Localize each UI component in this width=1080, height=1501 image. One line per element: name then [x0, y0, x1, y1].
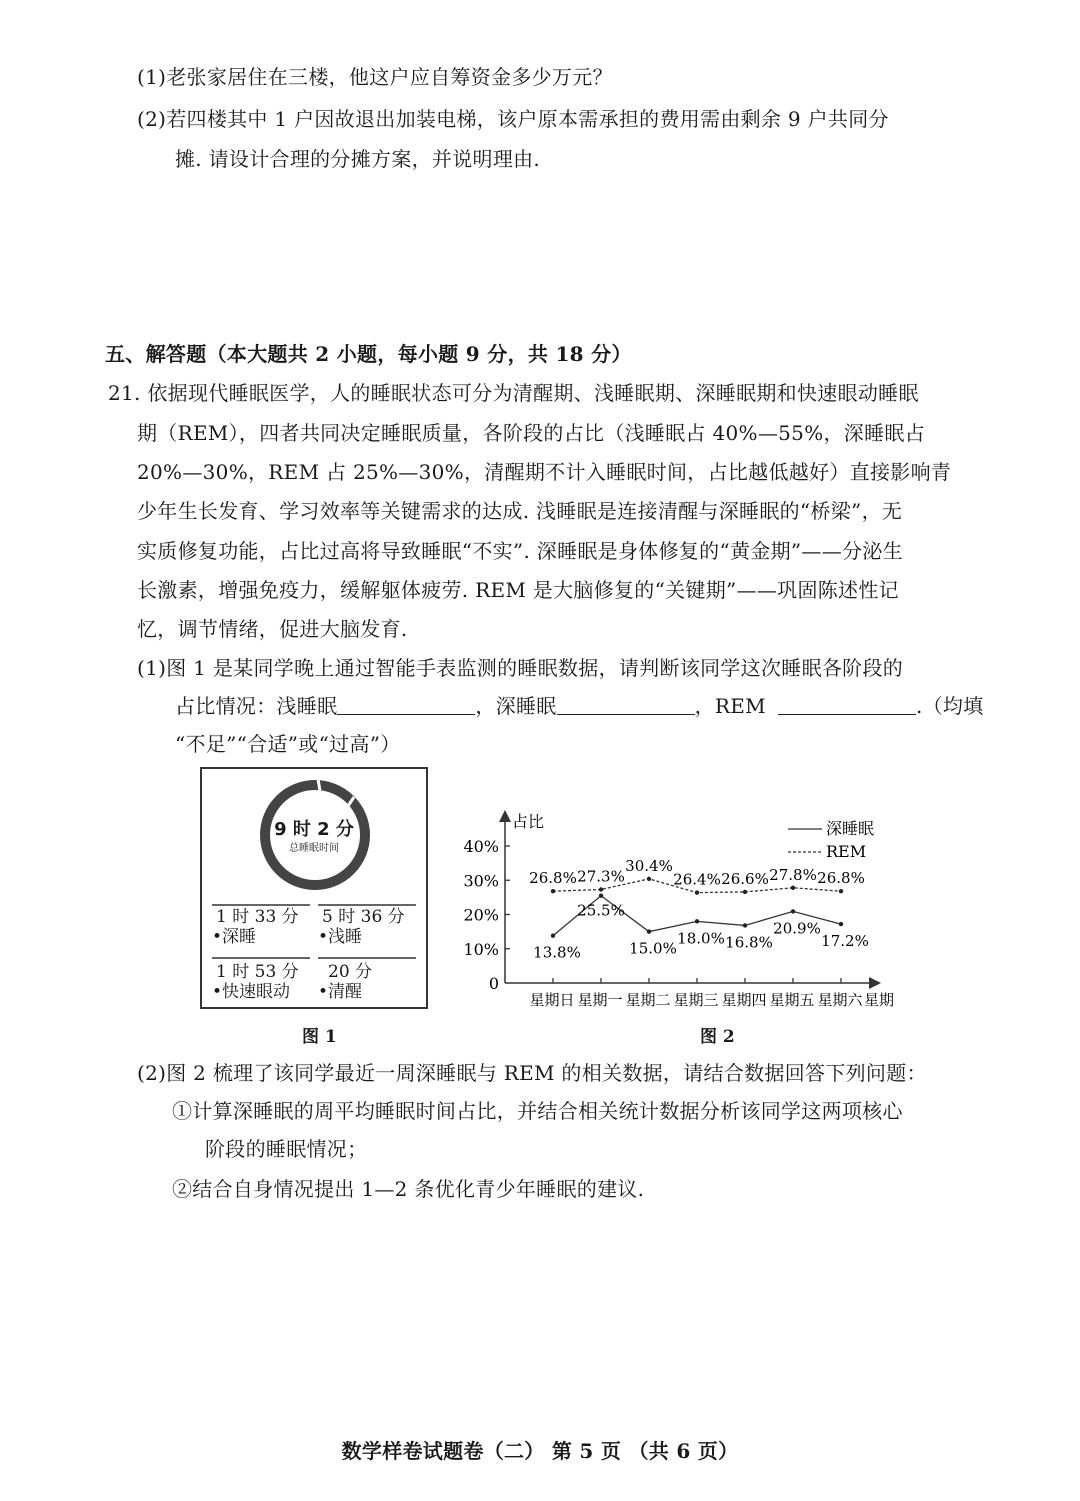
deep-sleep-data-label: 18.0% [677, 929, 725, 948]
answer-blank-deep[interactable] [557, 694, 695, 715]
q21-sub2-line1: (2)图 2 梳理了该同学最近一周深睡眠与 REM 的相关数据，请结合数据回答下列问题： [137, 1061, 927, 1085]
deep-sleep-point [839, 922, 843, 926]
rem-data-label: 27.3% [577, 867, 625, 886]
x-tick-label: 星期六 [817, 991, 863, 1009]
rem-data-label: 26.8% [817, 869, 865, 888]
rem-sleep-time: 1 时 53 分 [216, 962, 299, 982]
q21-sub1-text-a: 占比情况：浅睡眠 [175, 694, 338, 718]
x-tick-label: 星期一 [577, 991, 623, 1009]
prev-question-part2-line2: 摊. 请设计合理的分摊方案，并说明理由. [175, 147, 541, 171]
rem-point [839, 889, 843, 893]
page-footer: 数学样卷试题卷（二） 第 5 页 （共 6 页） [341, 1439, 739, 1463]
awake-label: •清醒 [318, 982, 363, 1002]
y-tick-label: 30% [463, 871, 499, 891]
deep-sleep-point [743, 923, 747, 927]
y-axis-label: 占比 [512, 812, 545, 831]
q21-line-1: 21. 依据现代睡眠医学，人的睡眠状态可分为清醒期、浅睡眠期、深睡眠期和快速眼动睡眠 [108, 381, 919, 405]
rem-data-label: 26.4% [673, 870, 721, 889]
x-tick-label: 星期五 [769, 991, 815, 1009]
light-sleep-label: •浅睡 [318, 927, 363, 947]
deep-sleep-data-label: 13.8% [533, 943, 581, 962]
y-tick-label: 20% [463, 905, 499, 925]
x-tick-label: 星期四 [721, 991, 767, 1009]
x-tick-label: 星期二 [625, 991, 671, 1009]
rem-point [599, 887, 603, 891]
q21-sub1-line2 [175, 693, 984, 719]
rem-point [743, 890, 747, 894]
rem-point [551, 889, 555, 893]
rem-point [695, 890, 699, 894]
rem-data-label: 27.8% [769, 865, 817, 884]
legend-rem: REM [826, 842, 867, 861]
figure-1-caption: 图 1 [302, 1027, 337, 1047]
y-tick-label: 40% [463, 837, 499, 856]
prev-question-part1: (1)老张家居住在三楼，他这户应自筹资金多少万元？ [137, 65, 613, 89]
figure-2-line-chart [450, 805, 930, 1015]
deep-sleep-point [695, 919, 699, 923]
x-axis-unit-label: 星期 [863, 991, 895, 1009]
deep-sleep-point [551, 934, 555, 938]
q21-line-3: 20%—30%，REM 占 25%—30%，清醒期不计入睡眠时间，占比越低越好）直接影响青 [137, 460, 952, 484]
q21-sub1-line1: (1)图 1 是某同学晚上通过智能手表监测的睡眠数据，请判断该同学这次睡眠各阶段的 [137, 656, 904, 680]
legend-deep-sleep: 深睡眠 [826, 819, 875, 838]
deep-sleep-point [791, 909, 795, 913]
rem-point [791, 886, 795, 890]
q21-line-6: 长激素，增强免疫力，缓解躯体疲劳. REM 是大脑修复的“关键期”——巩固陈述性记 [137, 578, 899, 602]
deep-sleep-data-label: 15.0% [629, 939, 677, 958]
answer-blank-shallow[interactable] [337, 694, 475, 715]
deep-sleep-data-label: 20.9% [773, 919, 821, 938]
q21-sub1-text-b: ，深睡眠 [475, 694, 557, 718]
light-sleep-time: 5 时 36 分 [322, 907, 405, 927]
deep-sleep-point [599, 893, 603, 897]
q21-sub1-text-c: ，REM [694, 694, 766, 718]
prev-question-part2-line1: (2)若四楼其中 1 户因故退出加装电梯，该户原本需承担的费用需由剩余 9 户共同分 [137, 107, 889, 131]
total-sleep-label: 总睡眠时间 [289, 843, 339, 854]
section-heading: 五、解答题（本大题共 2 小题，每小题 9 分，共 18 分） [105, 342, 632, 366]
deep-sleep-label: •深睡 [212, 927, 257, 947]
deep-sleep-point [647, 929, 651, 933]
q21-line-5: 实质修复功能，占比过高将导致睡眠“不实”. 深睡眠是身体修复的“黄金期”——分泌生 [137, 539, 903, 563]
rem-data-label: 26.8% [529, 869, 577, 888]
rem-sleep-label: •快速眼动 [212, 982, 291, 1002]
legend [788, 819, 874, 861]
answer-blank-rem[interactable] [778, 694, 916, 715]
q21-sub2-item2: ②结合自身情况提出 1—2 条优化青少年睡眠的建议. [172, 1177, 645, 1201]
figure-2-caption: 图 2 [700, 1027, 735, 1047]
deep-sleep-data-label: 16.8% [725, 933, 773, 952]
total-sleep-time: 9 时 2 分 [274, 819, 354, 840]
q21-sub2-item1-line1: ①计算深睡眠的周平均睡眠时间占比，并结合相关统计数据分析该同学这两项核心 [172, 1099, 903, 1123]
figure-1-sleep-summary [200, 767, 428, 1009]
q21-line-2: 期（REM），四者共同决定睡眠质量，各阶段的占比（浅睡眠占 40%—55%，深睡眠占 [137, 421, 925, 445]
x-tick-label: 星期日 [529, 991, 575, 1009]
rem-data-label: 30.4% [625, 856, 673, 875]
x-tick-label: 星期三 [673, 991, 719, 1009]
rem-point [647, 877, 651, 881]
rem-data-label: 26.6% [721, 869, 769, 888]
awake-time: 20 分 [328, 962, 373, 982]
q21-line-7: 忆，调节情绪，促进大脑发育. [137, 617, 408, 641]
q21-sub1-text-d: .（均填 [915, 694, 984, 718]
deep-sleep-data-label: 17.2% [821, 932, 869, 951]
y-tick-label: 0 [488, 974, 499, 993]
deep-sleep-data-label: 25.5% [577, 901, 625, 920]
y-tick-label: 10% [463, 939, 499, 959]
deep-sleep-time: 1 时 33 分 [216, 907, 299, 927]
q21-sub2-item1-line2: 阶段的睡眠情况； [205, 1137, 368, 1161]
q21-line-4: 少年生长发育、学习效率等关键需求的达成. 浅睡眠是连接清醒与深睡眠的“桥梁”，无 [137, 499, 903, 523]
q21-sub1-line3: “不足”“合适”或“过高”） [175, 732, 401, 756]
